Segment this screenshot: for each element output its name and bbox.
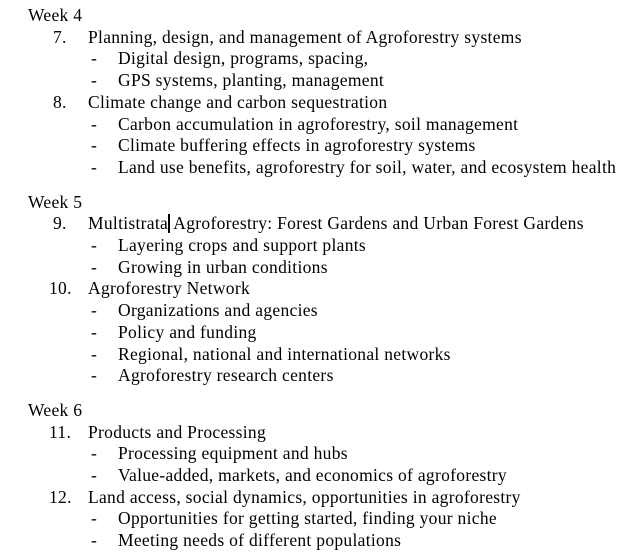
- item-text-before-cursor: Multistrata: [88, 213, 169, 234]
- item-text: Products and Processing: [88, 421, 266, 442]
- item-number: 12.: [49, 486, 72, 507]
- sub-item[interactable]: [28, 114, 641, 136]
- dash-bullet: -: [91, 235, 98, 256]
- sub-item[interactable]: [28, 530, 641, 552]
- dash-bullet: -: [91, 113, 98, 134]
- dash-bullet: -: [91, 443, 98, 464]
- item-number: 7.: [53, 26, 67, 47]
- sub-item[interactable]: [28, 322, 641, 344]
- dash-bullet: -: [91, 256, 98, 277]
- dash-bullet: -: [91, 365, 98, 386]
- item-text: Planning, design, and management of Agroforestry systems: [88, 26, 522, 47]
- item-number: 10.: [49, 278, 72, 299]
- item-text: Land access, social dynamics, opportunities in agroforestry: [88, 486, 521, 507]
- sub-item-text: GPS systems, planting, management: [118, 70, 385, 91]
- week-heading[interactable]: Week 6: [28, 399, 83, 420]
- sub-item[interactable]: [28, 344, 641, 366]
- week-section-5: [28, 192, 641, 387]
- item-text-after-cursor: Agroforestry: Forest Gardens and Urban Forest Gardens: [169, 213, 584, 234]
- sub-item-text: Climate buffering effects in agroforestry systems: [118, 135, 476, 156]
- dash-bullet: -: [91, 465, 98, 486]
- sub-item-text: Value-added, markets, and economics of agroforestry: [118, 465, 507, 486]
- dash-bullet: -: [91, 508, 98, 529]
- sub-item-text: Processing equipment and hubs: [118, 443, 348, 464]
- numbered-item[interactable]: [28, 422, 641, 444]
- item-number: 9.: [53, 213, 67, 234]
- numbered-item[interactable]: [28, 213, 641, 235]
- week-section-4: [28, 5, 641, 179]
- sub-item-text: Agroforestry research centers: [118, 365, 334, 386]
- dash-bullet: -: [91, 70, 98, 91]
- sub-item-text: Organizations and agencies: [118, 300, 318, 321]
- sub-item-text: Policy and funding: [118, 321, 257, 342]
- sub-item-text: Digital design, programs, spacing,: [118, 48, 369, 69]
- sub-item-text: Layering crops and support plants: [118, 235, 367, 256]
- numbered-item[interactable]: [28, 27, 641, 49]
- item-text: [88, 213, 584, 233]
- sub-item-text: Regional, national and international networks: [118, 343, 451, 364]
- sub-item[interactable]: [28, 135, 641, 157]
- week-heading[interactable]: Week 5: [28, 191, 83, 212]
- sub-item-text: Growing in urban conditions: [118, 256, 328, 277]
- dash-bullet: -: [91, 530, 98, 551]
- dash-bullet: -: [91, 321, 98, 342]
- week-section-6: [28, 400, 641, 552]
- sub-item[interactable]: [28, 365, 641, 387]
- item-number: 8.: [53, 91, 67, 112]
- dash-bullet: -: [91, 343, 98, 364]
- sub-item-text: Carbon accumulation in agroforestry, soil management: [118, 113, 519, 134]
- sub-item[interactable]: [28, 300, 641, 322]
- numbered-item[interactable]: [28, 278, 641, 300]
- sub-item[interactable]: [28, 465, 641, 487]
- dash-bullet: -: [91, 48, 98, 69]
- sub-item[interactable]: [28, 157, 641, 179]
- sub-item[interactable]: [28, 70, 641, 92]
- sub-item[interactable]: [28, 257, 641, 279]
- dash-bullet: -: [91, 135, 98, 156]
- item-text: Agroforestry Network: [88, 278, 250, 299]
- sub-item-text: Meeting needs of different populations: [118, 530, 402, 551]
- sub-item-text: Opportunities for getting started, finding your niche: [118, 508, 497, 529]
- numbered-item[interactable]: [28, 92, 641, 114]
- numbered-item[interactable]: [28, 487, 641, 509]
- sub-item[interactable]: [28, 48, 641, 70]
- sub-item[interactable]: [28, 443, 641, 465]
- sub-item-text: Land use benefits, agroforestry for soil, water, and ecosystem health: [118, 156, 617, 177]
- dash-bullet: -: [91, 300, 98, 321]
- dash-bullet: -: [91, 156, 98, 177]
- sub-item[interactable]: [28, 508, 641, 530]
- item-text: Climate change and carbon sequestration: [88, 91, 388, 112]
- item-number: 11.: [49, 421, 72, 442]
- week-heading[interactable]: Week 4: [28, 5, 83, 25]
- sub-item[interactable]: [28, 235, 641, 257]
